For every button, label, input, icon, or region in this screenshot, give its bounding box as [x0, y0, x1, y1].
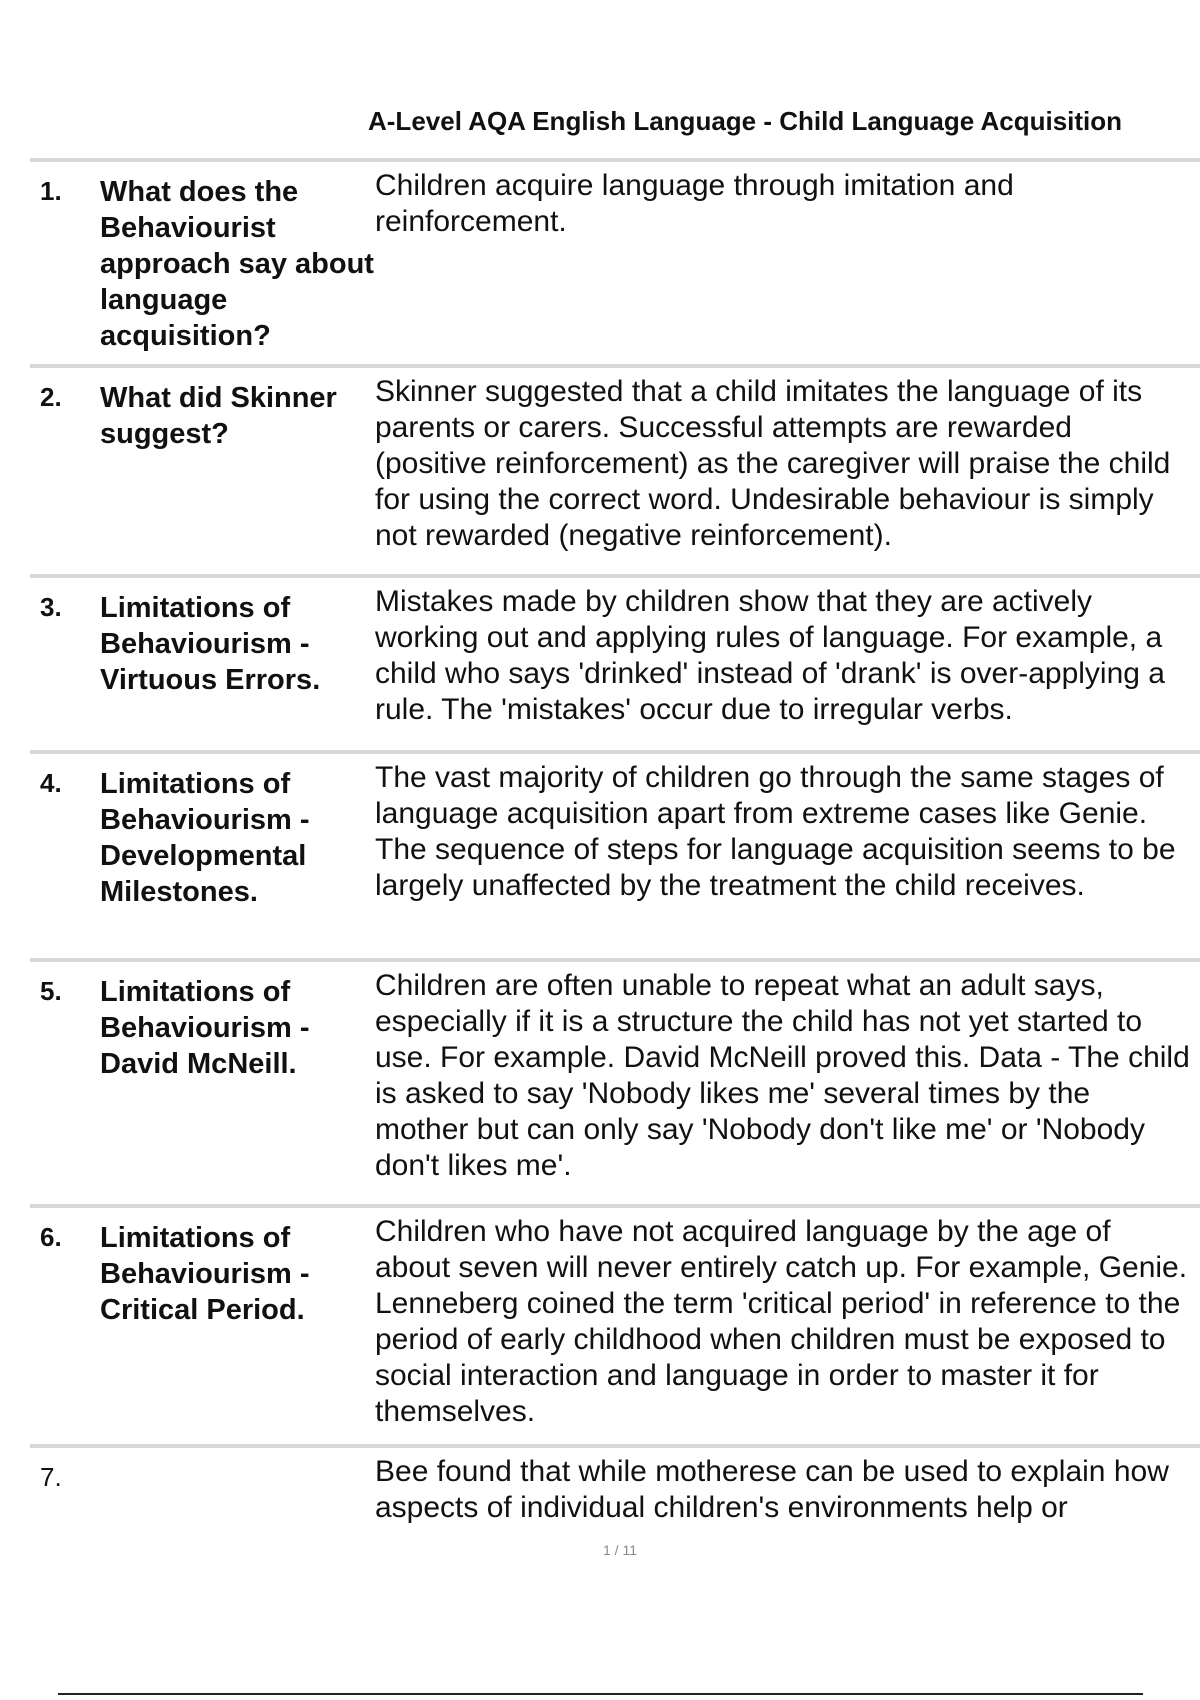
row-number: 2.: [40, 382, 62, 412]
row-answer: The vast majority of children go through the same stages of language acquisition apart from extreme cases like Genie. The sequence of steps for language acquisition seems to be largely unaffected by the treatment the child receives.: [375, 761, 1176, 902]
row-answer: Children who have not acquired language by the age of about seven will never entirely catch up. For example, Genie. Lenneberg coined the term 'critical period' in reference to the period of early childhood when children must be exposed to social interaction and language in order to master it for themselves.: [375, 1215, 1188, 1428]
row-question: What did Skinner suggest?: [100, 382, 337, 450]
row-number: 5.: [40, 976, 62, 1006]
table-row: [30, 958, 1200, 1204]
document-title: A-Level AQA English Language - Child Language Acquisition: [368, 106, 1123, 136]
row-answer: Children acquire language through imitation and reinforcement.: [375, 169, 1014, 238]
table-row: [30, 750, 1200, 958]
row-question: Limitations of Behaviourism - David McNeill.: [100, 976, 310, 1080]
table-row: [30, 158, 1200, 364]
table-row: [30, 574, 1200, 750]
row-question: Limitations of Behaviourism - Virtuous Errors.: [100, 592, 321, 696]
table-row: [30, 1204, 1200, 1444]
row-question: [100, 1448, 375, 1544]
table-row: [30, 364, 1200, 574]
row-answer: Mistakes made by children show that they are actively working out and applying rules of language. For example, a child who says 'drinked' instead of 'drank' is over-applying a rule. The 'mistakes' occur due to irregular verbs.: [375, 585, 1165, 726]
row-number: 6.: [40, 1222, 62, 1252]
row-answer: Skinner suggested that a child imitates the language of its parents or carers. Successful attempts are rewarded (positive reinforcement) as the caregiver will praise the child for using the correct word. Undesirable behaviour is simply not rewarded (negative reinforcement).: [375, 375, 1171, 552]
row-number: 7.: [40, 1462, 62, 1492]
row-number: 3.: [40, 592, 62, 622]
row-number: 1.: [40, 176, 62, 206]
row-answer: Bee found that while motherese can be used to explain how aspects of individual children's environments help or: [375, 1455, 1169, 1524]
page-indicator: 1 / 11: [603, 1542, 637, 1558]
row-question: Limitations of Behaviourism - Critical Period.: [100, 1222, 310, 1326]
table-row: [30, 1444, 1200, 1544]
row-number: 4.: [40, 768, 62, 798]
flashcard-table: [30, 158, 1200, 1544]
row-answer: Children are often unable to repeat what an adult says, especially if it is a structure the child has not yet started to use. For example. David McNeill proved this. Data - The child is asked to say 'Nobody likes me' several times by the mother but can only say 'Nobody don't like me' or 'Nobody don't likes me'.: [375, 969, 1190, 1182]
row-question: Limitations of Behaviourism - Developmental Milestones.: [100, 768, 310, 908]
row-question: What does the Behaviourist approach say about language acquisition?: [100, 176, 374, 352]
bottom-divider: [58, 1693, 1143, 1695]
